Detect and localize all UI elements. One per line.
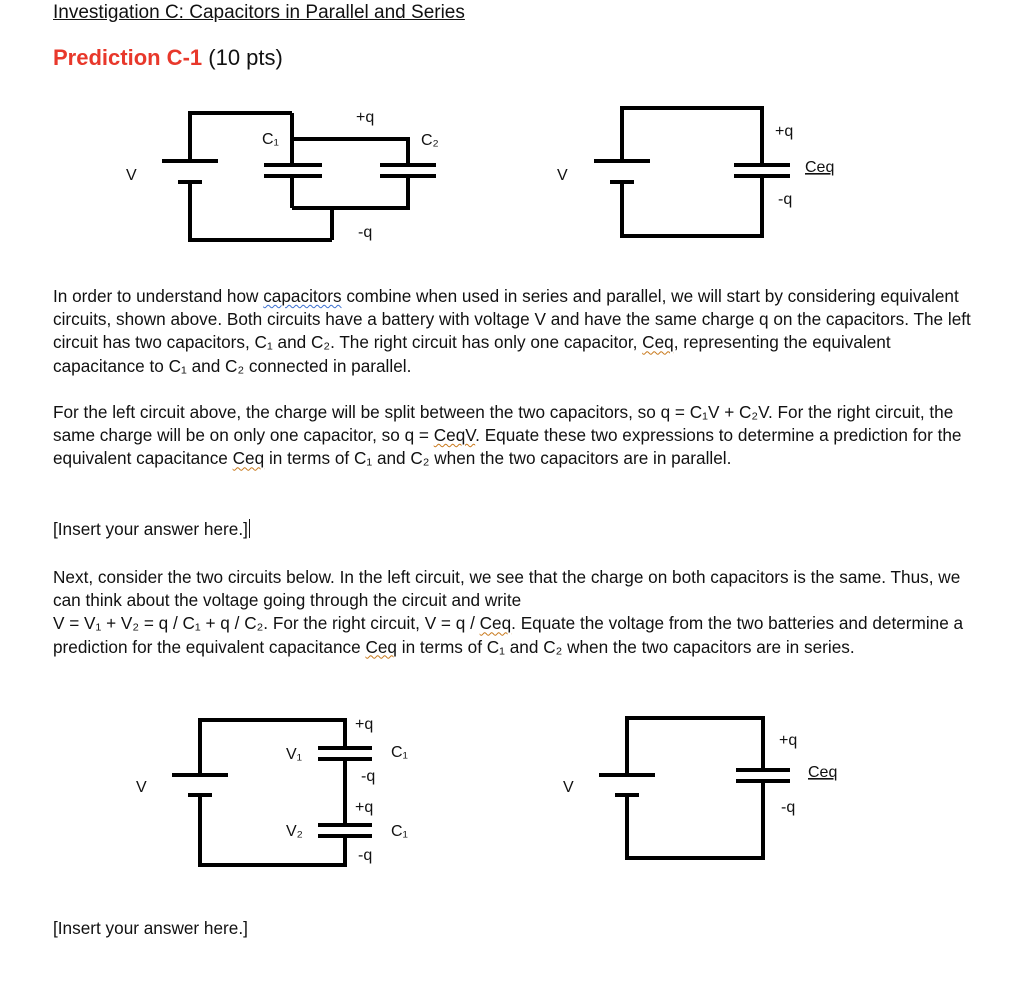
text-run: , representing the equivalent capacitance to C₁ and C₂ connected in parallel. bbox=[53, 332, 891, 376]
label-v1: V₁ bbox=[286, 746, 303, 763]
prediction-points: (10 pts) bbox=[208, 45, 283, 70]
label-plus-q: +q bbox=[356, 109, 375, 126]
text-run-ceq: Ceq bbox=[642, 332, 674, 353]
prediction-label: Prediction C-1 bbox=[53, 45, 203, 70]
answer-field-2[interactable] bbox=[53, 918, 248, 939]
page-heading: Investigation C: Capacitors in Parallel and Series bbox=[53, 2, 465, 23]
paragraph-parallel bbox=[53, 401, 983, 471]
label-plus-q: +q bbox=[779, 732, 798, 749]
circuit-series-left bbox=[172, 720, 372, 865]
text-run: Next, consider the two circuits below. In the left circuit, we see that the charge on both capacitors is the same. Thus, we can think about the voltage going through the circuit and write bbox=[53, 567, 961, 611]
text-run: in terms of C₁ and C₂ when the two capacitors are in parallel. bbox=[264, 448, 732, 469]
text-caret bbox=[249, 519, 250, 538]
label-v: V bbox=[136, 779, 147, 796]
label-c1: C₁ bbox=[391, 744, 408, 761]
answer-field-1[interactable] bbox=[53, 519, 250, 540]
circuit-parallel-left bbox=[162, 113, 436, 240]
text-run: combine when used in series and parallel, we will start by considering equivalent circuits, shown above. Both circuits have a battery with voltage V and have the same charge q on the capacitors. The left circuit has two capacitors, C₁ and C₂. The right circuit has only one capacitor, bbox=[53, 286, 971, 353]
text-run-ceq: Ceq bbox=[479, 613, 512, 634]
label-minus-q: -q bbox=[361, 768, 376, 785]
text-run: in terms of C₁ and C₂ when the two capacitors are in series. bbox=[396, 636, 855, 657]
label-v: V bbox=[557, 167, 568, 184]
answer-placeholder[interactable]: [Insert your answer here.] bbox=[53, 918, 248, 938]
label-minus-q: -q bbox=[358, 224, 373, 241]
label-plus-q: +q bbox=[355, 799, 374, 816]
label-ceq: Ceq bbox=[808, 764, 838, 781]
label-plus-q: +q bbox=[775, 123, 794, 140]
label-v: V bbox=[126, 167, 137, 184]
text-run-ceq: Ceq bbox=[232, 448, 265, 469]
circuit-parallel-right bbox=[594, 108, 793, 236]
paragraph-intro bbox=[53, 285, 983, 378]
text-run: . Equate these two expressions to determine a prediction for the equivalent capacitance bbox=[53, 425, 962, 469]
answer-placeholder[interactable]: [Insert your answer here.] bbox=[53, 519, 248, 539]
text-run: V = V₁ + V₂ = q / C₁ + q / C₂. For the right circuit, V = q / bbox=[53, 613, 480, 634]
text-run-capacitors: capacitors bbox=[263, 286, 342, 306]
label-plus-q: +q bbox=[355, 716, 374, 733]
label-c1: C₁ bbox=[262, 131, 279, 148]
label-v2: V₂ bbox=[286, 823, 303, 840]
label-minus-q: -q bbox=[358, 847, 373, 864]
text-run-ceqv: CeqV bbox=[433, 425, 476, 446]
text-run-ceq: Ceq bbox=[365, 636, 397, 657]
circuit-series-right bbox=[599, 718, 790, 858]
text-run: For the left circuit above, the charge will be split between the two capacitors, so q = C₁V + C₂V. For the right circuit, the same charge will be on only one capacitor, so q = bbox=[53, 402, 954, 446]
label-ceq: Ceq bbox=[805, 159, 835, 176]
text-run: In order to understand how bbox=[53, 286, 264, 306]
label-minus-q: -q bbox=[781, 799, 796, 816]
text-run: . Equate the voltage from the two batteries and determine a prediction for the equivalent capacitance bbox=[53, 613, 964, 657]
label-c1: C₁ bbox=[391, 823, 408, 840]
label-v: V bbox=[563, 779, 574, 796]
label-c2: C₂ bbox=[421, 132, 439, 149]
paragraph-series bbox=[53, 566, 983, 659]
label-minus-q: -q bbox=[778, 191, 793, 208]
